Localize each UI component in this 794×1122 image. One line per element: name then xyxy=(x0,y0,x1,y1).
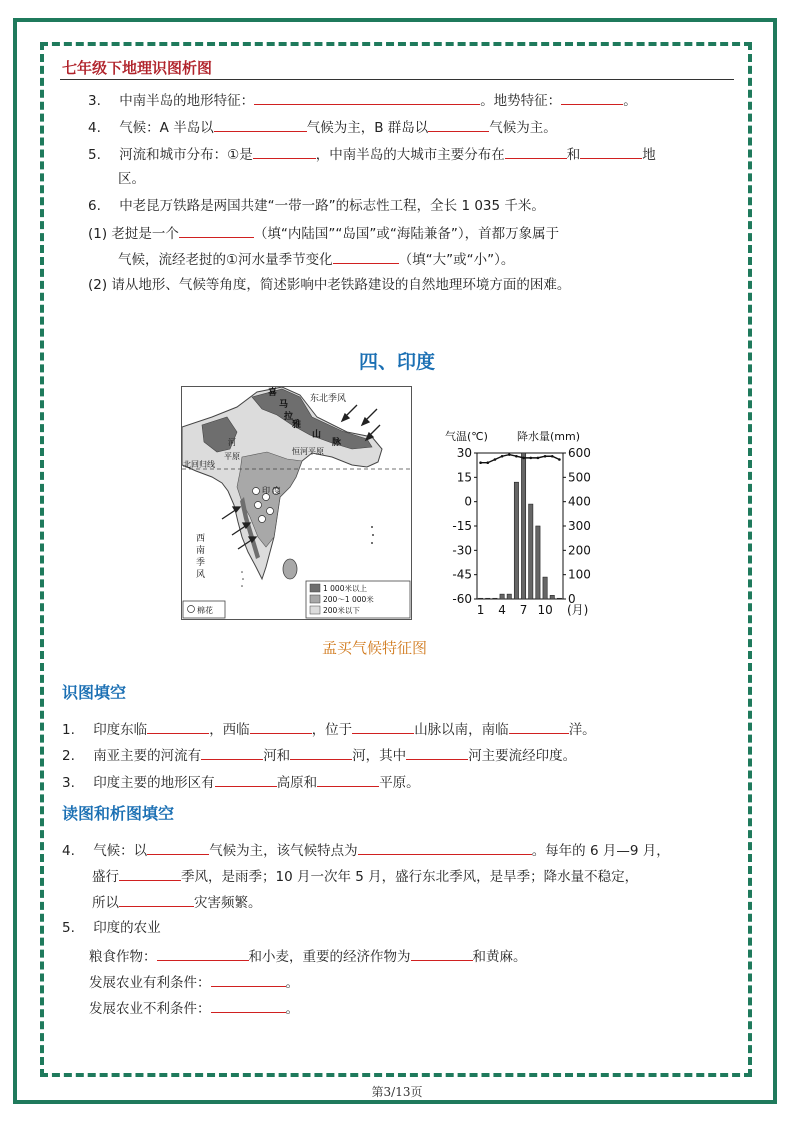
chart-frame xyxy=(477,453,563,599)
answer-blank[interactable] xyxy=(179,223,254,238)
question-text: 气候为主，该气候特点为 xyxy=(209,843,358,859)
question-text: 发展农业不利条件： xyxy=(89,1001,211,1017)
question-text: 平原。 xyxy=(379,775,420,791)
question-number: 6. xyxy=(88,198,101,214)
question-text: 气候：以 xyxy=(93,843,148,859)
question-text: 。 xyxy=(623,93,637,109)
precipitation-bar xyxy=(550,595,554,599)
question-6-1 xyxy=(88,223,559,243)
answer-blank[interactable] xyxy=(352,719,414,734)
question-number: 5. xyxy=(88,147,101,163)
question-text: 发展农业有利条件： xyxy=(89,975,211,991)
question-text: 洋。 xyxy=(568,722,596,738)
question-6-2: (2) 请从地形、气候等角度，简述影响中老铁路建设的自然地理环境方面的困难。 xyxy=(88,277,571,293)
question-text: 河，其中 xyxy=(352,748,407,764)
temperature-point xyxy=(522,457,525,460)
item-1 xyxy=(62,719,596,739)
map-label-himalaya-1: 喜 xyxy=(268,388,278,398)
item-3 xyxy=(62,772,420,792)
subsection-title: 读图和析图填空 xyxy=(62,804,175,823)
left-tick-label: -30 xyxy=(452,543,472,558)
answer-blank[interactable] xyxy=(358,840,532,855)
page-number: 第3/13页 xyxy=(371,1085,423,1099)
precipitation-bar xyxy=(536,526,540,599)
question-text: 气候为主，B 群岛以 xyxy=(306,120,429,136)
question-number: 1. xyxy=(62,722,75,738)
header-title: 七年级下地理识图析图 xyxy=(62,59,213,77)
map-label-indus-2: 平原 xyxy=(224,452,240,461)
question-text: 印度东临 xyxy=(93,722,148,738)
map-label-tropic: 北回归线 xyxy=(183,460,215,469)
answer-blank[interactable] xyxy=(157,946,249,961)
question-text: 河主要流经印度。 xyxy=(468,748,577,764)
cotton-legend-label: 棉花 xyxy=(197,606,213,615)
question-text: 山脉以南，南临 xyxy=(414,722,509,738)
question-text: 和小麦，重要的经济作物为 xyxy=(248,949,411,965)
question-6-1-cont xyxy=(118,249,514,269)
question-text: （填“内陆国”“岛国”或“海陆兼备”），首都万象属于 xyxy=(253,226,560,242)
section-title: 四、印度 xyxy=(358,351,435,373)
map-label-ne-monsoon: 东北季风 xyxy=(310,394,347,404)
answer-blank[interactable] xyxy=(290,745,352,760)
map-legend xyxy=(306,581,410,618)
item-5-b xyxy=(89,972,299,992)
question-number: 2. xyxy=(62,748,75,764)
right-tick-label: 500 xyxy=(568,470,591,485)
answer-blank[interactable] xyxy=(253,144,316,159)
question-text: 气候为主。 xyxy=(489,120,557,136)
map-label-deccan: 印 度 xyxy=(262,486,281,495)
question-text: 印度主要的地形区有 xyxy=(93,775,215,791)
india-map xyxy=(181,386,412,620)
x-unit-label: (月) xyxy=(567,603,589,617)
question-text: 季风，是雨季；10 月一次年 5 月，盛行东北季风，是旱季；降水量不稳定， xyxy=(181,869,639,885)
question-text: 地 xyxy=(642,147,656,163)
answer-blank[interactable] xyxy=(317,772,379,787)
precipitation-bar xyxy=(514,482,518,599)
precipitation-bar xyxy=(500,594,504,599)
map-label-sw-monsoon-4: 风 xyxy=(196,570,206,580)
map-label-himalaya-6: 脉 xyxy=(332,438,342,448)
x-tick-label: 7 xyxy=(519,603,528,617)
question-text: 所以 xyxy=(92,895,119,911)
answer-blank[interactable] xyxy=(147,719,209,734)
answer-blank[interactable] xyxy=(428,117,489,132)
answer-blank[interactable] xyxy=(119,892,194,907)
item-2 xyxy=(62,745,576,765)
question-text: 印度的农业 xyxy=(93,920,161,936)
answer-blank[interactable] xyxy=(214,117,307,132)
question-text: 气候：A 半岛以 xyxy=(119,120,214,136)
question-6 xyxy=(88,197,545,215)
legend-label-low: 200米以下 xyxy=(323,606,360,615)
question-text: 河和 xyxy=(263,748,291,764)
item-4-cont2 xyxy=(92,892,262,912)
map-label-sw-monsoon-3: 季 xyxy=(196,558,206,568)
answer-blank[interactable] xyxy=(406,745,468,760)
question-text: ，中南半岛的大城市主要分布在 xyxy=(315,147,505,163)
left-tick-label: -60 xyxy=(452,592,472,606)
precipitation-bar xyxy=(493,598,497,599)
chart-ylabel-left: 气温(℃) xyxy=(445,430,488,443)
temperature-point xyxy=(494,458,497,461)
precipitation-bar xyxy=(486,598,490,599)
question-text: ，位于 xyxy=(311,722,353,738)
right-tick-label: 200 xyxy=(568,543,591,558)
answer-blank[interactable] xyxy=(201,745,263,760)
left-tick-label: 0 xyxy=(464,494,472,509)
precipitation-bar xyxy=(543,577,547,599)
answer-blank[interactable] xyxy=(119,866,181,881)
x-tick-label: 10 xyxy=(537,603,553,617)
cotton-legend xyxy=(183,601,225,618)
map-label-himalaya-5: 山 xyxy=(312,430,322,440)
answer-blank[interactable] xyxy=(580,144,642,159)
answer-blank[interactable] xyxy=(411,946,473,961)
temperature-point xyxy=(544,455,547,458)
legend-label-mid: 200～1 000米 xyxy=(323,595,374,604)
temperature-point xyxy=(479,461,482,464)
temperature-point xyxy=(537,457,540,460)
question-text: 。每年的 6 月—9 月， xyxy=(531,843,670,859)
question-text: (1) 老挝是一个 xyxy=(88,226,179,242)
question-number: 3. xyxy=(88,93,101,109)
temperature-point xyxy=(501,455,504,458)
map-sri-lanka xyxy=(283,559,297,579)
legend-label-high: 1 000米以上 xyxy=(323,584,367,593)
map-label-himalaya-3: 拉 xyxy=(284,412,294,422)
question-text: ，西临 xyxy=(209,722,250,738)
right-tick-label: 600 xyxy=(568,446,591,460)
question-text: 。地势特征： xyxy=(480,93,562,109)
answer-blank[interactable] xyxy=(509,719,569,734)
question-text: （填“大”或“小”）。 xyxy=(398,252,515,268)
question-text: 和黄麻。 xyxy=(472,949,527,965)
question-text: 河流和城市分布：①是 xyxy=(119,147,253,163)
question-number: 3. xyxy=(62,775,75,791)
answer-blank[interactable] xyxy=(250,719,312,734)
answer-blank[interactable] xyxy=(254,90,480,105)
question-text: 。 xyxy=(285,975,299,991)
question-5 xyxy=(88,144,656,164)
map-label-ganges: 恒河平原 xyxy=(292,447,324,456)
question-text: 和 xyxy=(566,147,581,163)
question-number: 4. xyxy=(88,120,101,136)
answer-blank[interactable] xyxy=(147,840,209,855)
temperature-point xyxy=(551,455,554,458)
climate-chart xyxy=(445,423,595,623)
map-label-himalaya-4: 雅 xyxy=(292,420,302,430)
item-4-cont xyxy=(92,866,638,886)
map-label-sw-monsoon-1: 西 xyxy=(196,534,206,544)
right-tick-label: 100 xyxy=(568,567,591,582)
question-3 xyxy=(88,90,637,110)
question-text: 盛行 xyxy=(92,869,119,885)
temperature-point xyxy=(486,461,489,464)
item-5-c xyxy=(89,998,299,1018)
question-text: 粮食作物： xyxy=(89,949,157,965)
temperature-point xyxy=(529,457,532,460)
question-text: 南亚主要的河流有 xyxy=(93,748,202,764)
question-text: 。 xyxy=(285,1001,299,1017)
temperature-point xyxy=(558,458,561,461)
chart-caption: 孟买气候特征图 xyxy=(322,639,428,657)
answer-blank[interactable] xyxy=(215,772,277,787)
question-text: 高原和 xyxy=(276,775,318,791)
left-tick-label: -45 xyxy=(452,567,472,582)
answer-blank[interactable] xyxy=(211,998,286,1013)
header-divider xyxy=(60,79,734,80)
question-text: 中南半岛的地形特征： xyxy=(119,93,255,109)
x-tick-label: 1 xyxy=(476,603,485,617)
answer-blank[interactable] xyxy=(333,249,399,264)
temperature-point xyxy=(515,455,518,458)
precipitation-bar xyxy=(557,598,561,599)
right-tick-label: 0 xyxy=(568,592,576,606)
x-tick-label: 4 xyxy=(498,603,506,617)
temperature-point xyxy=(508,453,511,456)
item-5-a xyxy=(89,946,527,966)
question-text: 气候，流经老挝的①河水量季节变化 xyxy=(118,252,333,268)
question-text: 灾害频繁。 xyxy=(194,895,262,911)
item-5 xyxy=(62,919,161,937)
question-number: 4. xyxy=(62,843,75,859)
map-label-sw-monsoon-2: 南 xyxy=(196,546,206,556)
precipitation-bar xyxy=(507,594,511,599)
precipitation-bar xyxy=(521,453,525,599)
question-5-cont: 区。 xyxy=(118,171,145,187)
map-label-indus-1: 河 xyxy=(228,438,236,447)
question-number: 5. xyxy=(62,920,75,936)
left-tick-label: -15 xyxy=(452,519,472,533)
right-tick-label: 400 xyxy=(568,494,591,509)
precipitation-bar xyxy=(478,598,482,599)
item-4 xyxy=(62,840,670,860)
chart-ylabel-right: 降水量(mm) xyxy=(517,430,581,443)
subsection-title: 识图填空 xyxy=(62,683,127,702)
left-tick-label: 30 xyxy=(456,446,472,460)
answer-blank[interactable] xyxy=(211,972,286,987)
right-tick-label: 300 xyxy=(568,519,591,533)
question-text: 中老昆万铁路是两国共建“一带一路”的标志性工程，全长 1 035 千米。 xyxy=(119,198,545,214)
precipitation-bar xyxy=(529,504,533,599)
map-label-himalaya-2: 马 xyxy=(279,400,289,410)
left-tick-label: 15 xyxy=(456,470,472,485)
answer-blank[interactable] xyxy=(505,144,567,159)
answer-blank[interactable] xyxy=(561,90,623,105)
question-4 xyxy=(88,117,557,137)
